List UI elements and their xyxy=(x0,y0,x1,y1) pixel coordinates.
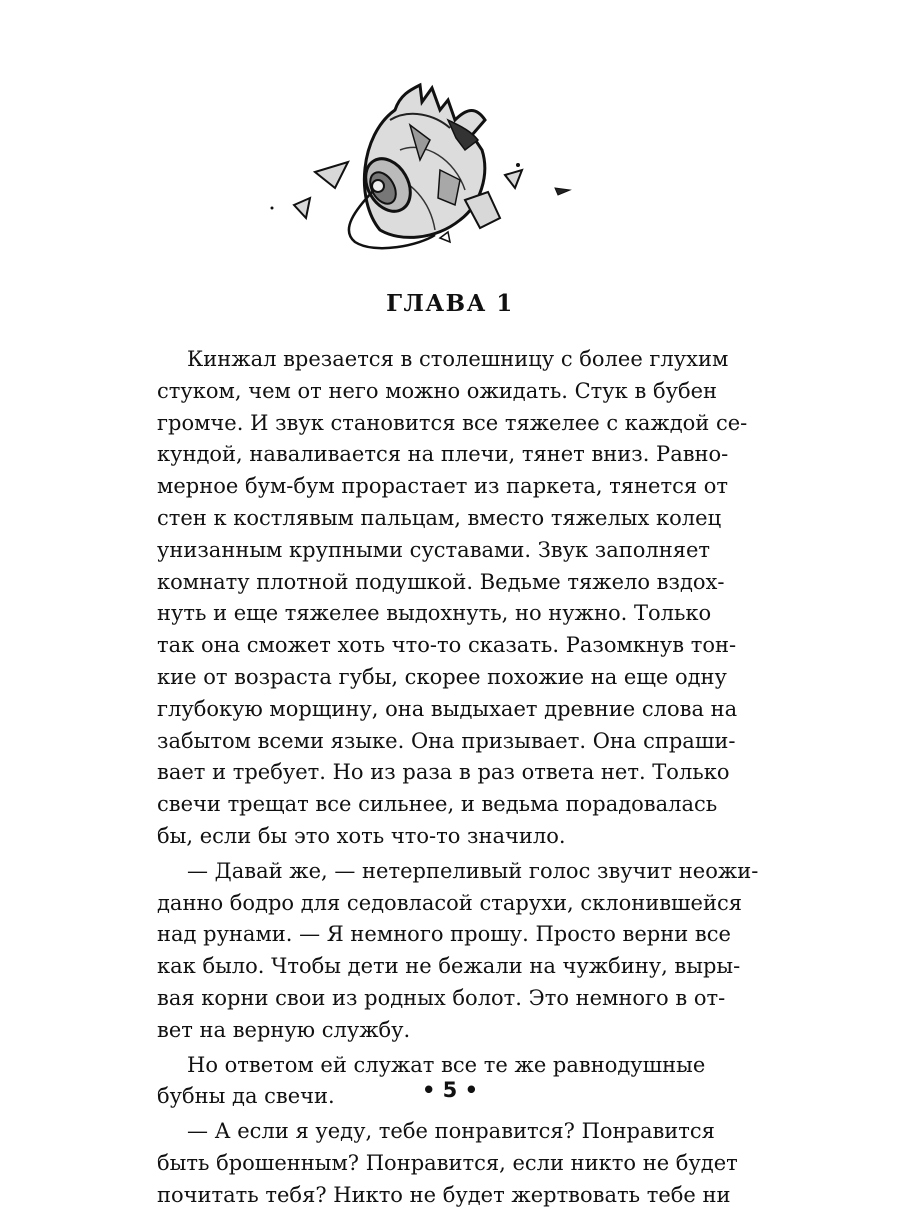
text-line: — А если я уеду, тебе понравится? Понравится xyxy=(187,1119,715,1144)
text-line: стен к костлявым пальцам, вместо тяжелых колец xyxy=(157,505,722,530)
paragraph xyxy=(157,1116,738,1211)
text-line: так она сможет хоть что-то сказать. Разомкнув тон- xyxy=(157,633,737,658)
paragraph xyxy=(157,856,759,1047)
text-line: комнату плотной подушкой. Ведьме тяжело вздох- xyxy=(157,569,725,594)
text-line: мерное бум-бум прорастает из паркета, тянется от xyxy=(157,474,729,499)
chapter-title: ГЛАВА 1 xyxy=(386,290,514,317)
text-line: кие от возраста губы, скорее похожие на еще одну xyxy=(157,664,727,689)
text-line: унизанным крупными суставами. Звук заполняет xyxy=(157,537,711,562)
text-line: свечи трещат все сильнее, и ведьма порадовалась xyxy=(157,792,718,817)
text-line: быть брошенным? Понравится, если никто не будет xyxy=(157,1150,738,1175)
text-line: почитать тебя? Никто не будет жертвовать тебе ни xyxy=(157,1182,731,1207)
text-line: забытом всеми языке. Она призывает. Она спраши- xyxy=(157,728,736,753)
paragraph xyxy=(157,344,748,853)
page-number: • 5 • xyxy=(421,1078,479,1102)
text-line: вая корни свои из родных болот. Это немного в от- xyxy=(157,985,726,1010)
text-line: как было. Чтобы дети не бежали на чужбину, выры- xyxy=(157,954,741,979)
text-line: вет на верную службу. xyxy=(157,1017,411,1042)
text-line: стуком, чем от него можно ожидать. Стук в бубен xyxy=(157,378,718,403)
text-line: Кинжал врезается в столешницу с более глухим xyxy=(187,347,729,371)
text-line: вает и требует. Но из раза в раз ответа нет. Только xyxy=(157,760,730,785)
text-line: кундой, наваливается на плечи, тянет вниз. Равно- xyxy=(157,442,729,467)
text-line: над рунами. — Я немного прошу. Просто верни все xyxy=(157,922,731,947)
text-line: Но ответом ей служат все те же равнодушные xyxy=(187,1052,706,1077)
broken-ornament-illustration xyxy=(260,80,590,260)
text-line: бы, если бы это хоть что-то значило. xyxy=(157,823,566,848)
text-line: нуть и еще тяжелее выдохнуть, но нужно. Только xyxy=(157,601,712,626)
text-line: громче. И звук становится все тяжелее с каждой се- xyxy=(157,410,748,435)
text-line: глубокую морщину, она выдыхает древние слова на xyxy=(157,696,738,721)
text-line: данно бодро для седовласой старухи, склонившейся xyxy=(157,890,742,915)
text-line: — Давай же, — нетерпеливый голос звучит неожи- xyxy=(187,858,759,883)
text-line: бубны да свечи. xyxy=(157,1084,335,1109)
